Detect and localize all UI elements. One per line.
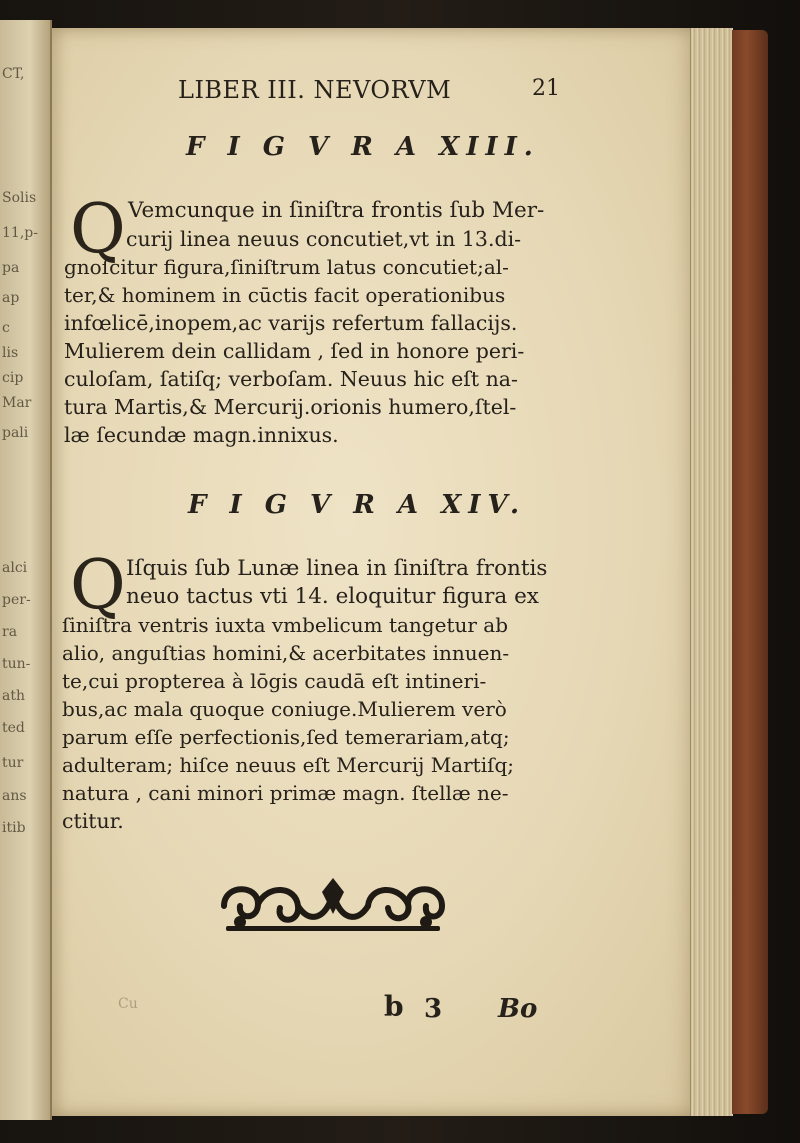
tailpiece-ornament — [218, 872, 448, 938]
figure-14-line-9: natura , cani minori primæ magn. ſtellæ ne- — [62, 781, 509, 805]
figure-14-line-6: bus,ac mala quoque coniuge.Mulierem verò — [62, 697, 507, 721]
figure-13-line-1: Vemcunque in ſiniſtra frontis ſub Mer- — [128, 198, 545, 223]
facing-page-fragment: lis — [2, 345, 19, 361]
facing-page-fragment: per- — [2, 592, 31, 608]
fore-edge — [690, 28, 733, 1116]
figure-14-line-10: ctitur. — [62, 809, 124, 833]
signature-mark: b — [384, 990, 404, 1023]
figure-13-line-7: culoſam, ſatiſq; verboſam. Neuus hic eſt na- — [64, 367, 518, 391]
facing-page-fragment: tur — [2, 755, 24, 771]
signature-mark: Bo — [498, 994, 538, 1024]
figure-14-line-5: te,cui propterea à lōgis caudā eſt intineri- — [62, 669, 487, 693]
figure-14-drop-cap: Q — [70, 546, 126, 625]
figure-13-line-9: læ ſecundæ magn.innixus. — [64, 423, 339, 447]
facing-page-fragment: pa — [2, 260, 20, 276]
facing-page-fragment: 11,p- — [2, 225, 38, 241]
facing-page-fragment: alci — [2, 560, 28, 576]
facing-page-fragment: ted — [2, 720, 25, 736]
figure-14-line-8: adulteram; hiſce neuus eſt Mercurij Martiſq; — [62, 753, 515, 777]
signature-mark: 3 — [424, 994, 443, 1024]
facing-page-fragment: ra — [2, 624, 18, 640]
facing-page-fragment: itib — [2, 820, 26, 836]
figure-13-line-2: curij linea neuus concutiet,vt in 13.di- — [126, 227, 522, 251]
facing-page-fragment: CT, — [2, 66, 25, 82]
facing-page-fragment: ath — [2, 688, 25, 704]
facing-page-fragment: ans — [2, 788, 27, 804]
figure-13-line-3: gnoſcitur figura,ſiniſtrum latus concutiet;al- — [64, 255, 509, 279]
figure-14-line-2: neuo tactus vti 14. eloquitur figura ex — [126, 584, 539, 609]
running-head: LIBER III. NEVORVM — [178, 76, 452, 104]
page-number: 21 — [532, 76, 560, 101]
facing-page-fragment: tun- — [2, 656, 31, 672]
figure-14-line-4: alio, anguſtias homini,& acerbitates innuen- — [62, 641, 510, 665]
figure-13-line-6: Mulierem dein callidam , ſed in honore peri- — [64, 339, 525, 363]
cover-edge — [732, 30, 768, 1114]
facing-page-fragment: c — [2, 320, 10, 336]
figure-14-line-1: Iſquis ſub Lunæ linea in ſiniſtra frontis — [126, 556, 548, 581]
facing-page-fragment: Solis — [2, 190, 37, 206]
figure-13-line-5: infœlicē,inopem,ac varijs refertum fallacijs. — [64, 311, 518, 335]
facing-page-fragment: Mar — [2, 395, 32, 411]
figure-13-heading: F I G V R A XIII. — [186, 132, 540, 162]
figure-14-line-7: parum eſſe perfectionis,ſed temerariam,atq; — [62, 725, 510, 749]
faint-corner-mark: Cu — [118, 996, 138, 1012]
figure-14-heading: F I G V R A XIV. — [188, 490, 527, 520]
figure-13-drop-cap: Q — [70, 190, 126, 269]
figure-14-line-3: ſiniſtra ventris iuxta vmbelicum tangetur ab — [62, 613, 509, 637]
facing-page-edge — [0, 20, 52, 1120]
figure-13-line-8: tura Martis,& Mercurij.orionis humero,ſtel- — [64, 395, 517, 419]
facing-page-fragment: cip — [2, 370, 24, 386]
figure-13-line-4: ter,& hominem in cūctis facit operationibus — [64, 283, 506, 307]
facing-page-fragment: pali — [2, 425, 29, 441]
facing-page-fragment: ap — [2, 290, 20, 306]
